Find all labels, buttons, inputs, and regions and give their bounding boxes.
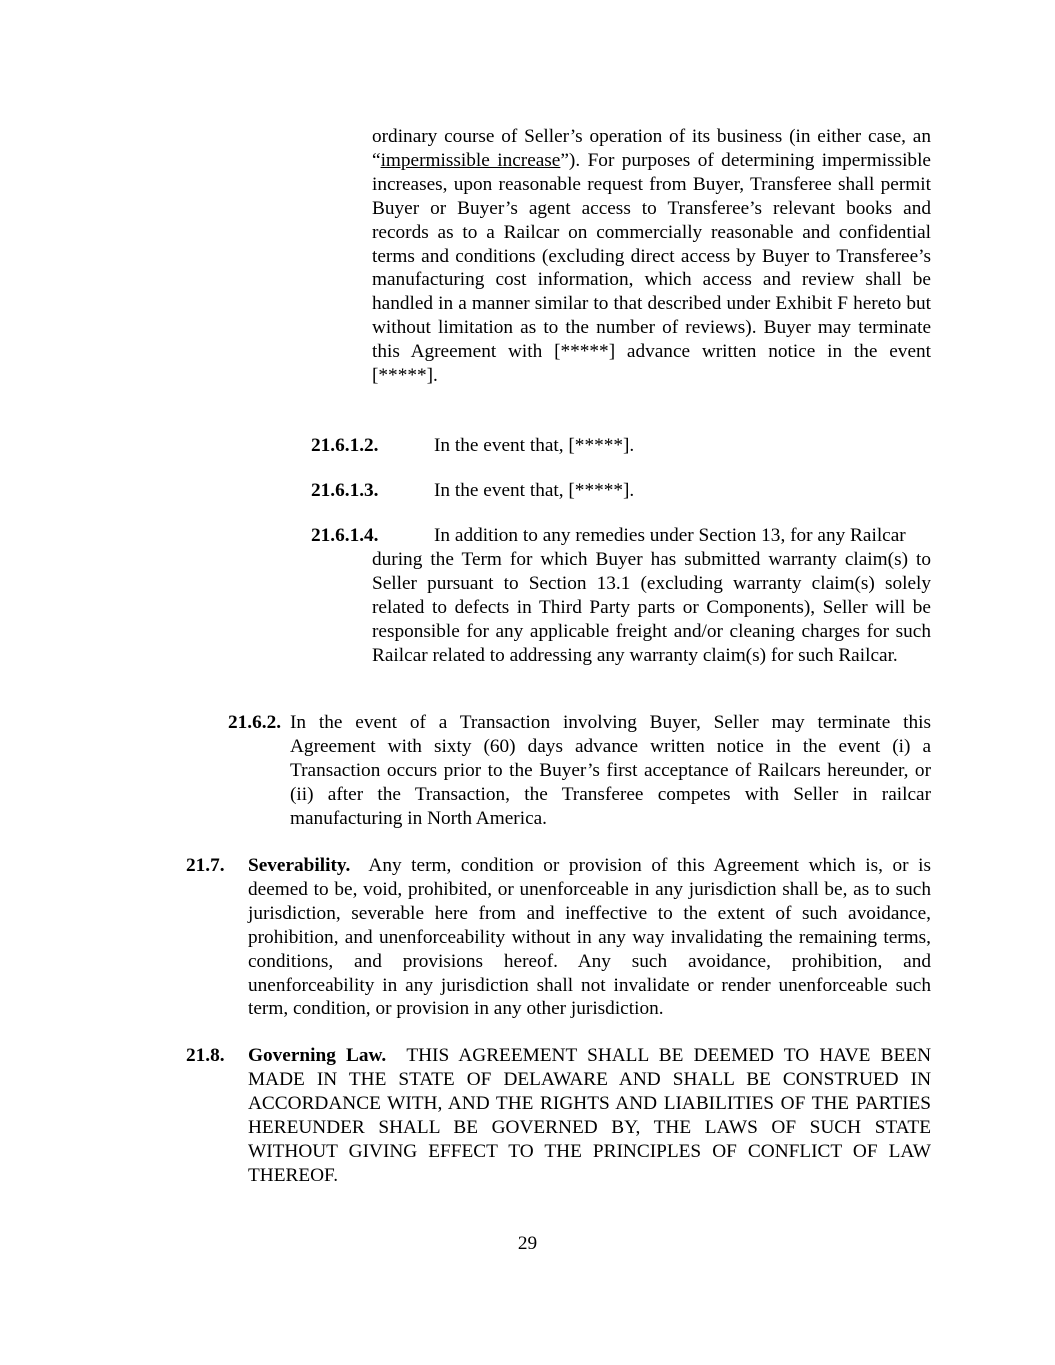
clause-text: Any term, condition or provision of this Agreement which is, or is deemed to be, void, prohibited, or unenforceable in any jurisdiction shall be, as to such jurisdiction, severable here from and ineffective to the extent of such avoidance, prohibition, and unenforceability without in any way invalidating the remaining terms, conditions, and provisions hereof. Any such avoidance, prohibition, and unenforceability in any jurisdiction shall not invalidate or render unenforceable such term, condition, or provision in any other jurisdiction. [248, 855, 932, 1020]
continuation-paragraph [372, 125, 931, 388]
clause-text: In the event that, [*****]. [434, 480, 635, 501]
clause-heading: Governing Law. [248, 1045, 387, 1066]
page-number: 29 [517, 1233, 538, 1254]
clause-number: 21.7. [186, 855, 225, 876]
clause-text: Agreement with sixty (60) days advance written notice in the event (i) a Transaction occurs prior to the Buyer’s first acceptance of Railcars hereunder, or (ii) after the Transaction, the Transferee competes with Seller in railcar manufacturing in North America. [290, 736, 931, 829]
continuation-text-after: ”). For purposes of determining impermissible increases, upon reasonable request from Buyer, Transferee shall permit Buyer or Buyer’s agent access to Transferee’s relevant books and records as to a Railcar on commercially reasonable and confidential terms and conditions (excluding direct access by Buyer to Transferee’s manufacturing cost information, which access and review shall be handled in a manner similar to that described under Exhibit F hereto but without limitation as to the number of reviews). Buyer may terminate this Agreement with [*****] advance written notice in the event [*****]. [372, 149, 931, 387]
clause-first-line: In addition to any remedies under Section 13, for any Railcar [434, 525, 906, 546]
clause-first-line: In the event of a Transaction involving Buyer, Seller may terminate this [290, 712, 931, 733]
clause-number: 21.6.1.4. [311, 525, 379, 546]
clause-number: 21.6.1.3. [311, 480, 379, 501]
continuation-text-before: ordinary course of Seller’s operation of its business (in either case, an “ [372, 126, 931, 171]
clause-heading: Severability. [248, 855, 351, 876]
clause-text: THIS AGREEMENT SHALL BE DEEMED TO HAVE BEEN MADE IN THE STATE OF DELAWARE AND SHALL BE CONSTRUED IN ACCORDANCE WITH, AND THE RIGHTS AND LIABILITIES OF THE PARTIES HEREUNDER SHALL BE GOVERNED BY, THE LAWS OF SUCH STATE WITHOUT GIVING EFFECT TO THE PRINCIPLES OF CONFLICT OF LAW THEREOF. [248, 1045, 931, 1186]
clause-text: during the Term for which Buyer has submitted warranty claim(s) to Seller pursuant to Section 13.1 (excluding warranty claim(s) solely related to defects in Third Party parts or Components), Seller will be responsible for any applicable freight and/or cleaning charges for such Railcar related to addressing any warranty claim(s) for such Railcar. [372, 549, 931, 666]
clause-number: 21.8. [186, 1045, 225, 1066]
clause-body [248, 1044, 931, 1187]
defined-term-impermissible-increase: impermissible increase [380, 149, 561, 171]
clause-body [248, 854, 931, 1021]
clause-number: 21.6.2. [228, 712, 282, 733]
clause-number: 21.6.1.2. [311, 435, 379, 456]
clause-text: In the event that, [*****]. [434, 435, 635, 456]
